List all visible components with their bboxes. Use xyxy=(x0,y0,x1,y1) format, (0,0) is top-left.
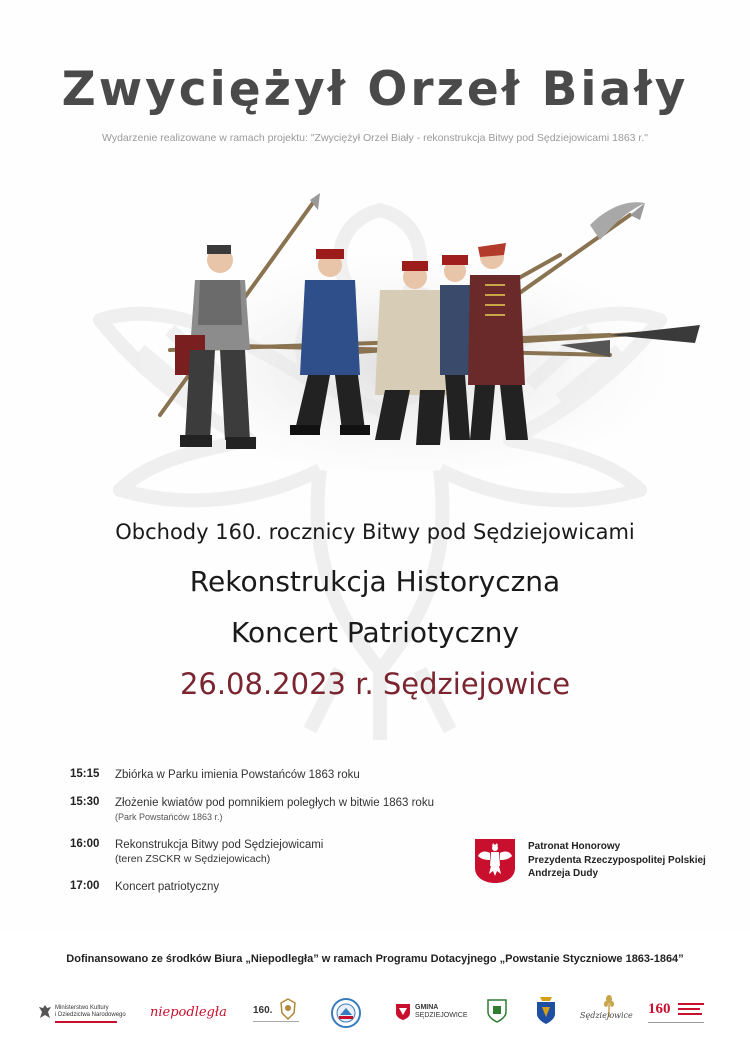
reconstruction-heading: Rekonstrukcja Historyczna xyxy=(189,565,561,598)
sedziejowice-script: Sędziejowice xyxy=(580,1011,633,1020)
school-seal-icon xyxy=(330,997,362,1029)
event-heading: Obchody 160. rocznicy Bitwy pod Sędziejowicami xyxy=(115,520,635,544)
sponsor-logos xyxy=(0,995,750,1035)
schedule-note: (Park Powstańców 1863 r.) xyxy=(115,812,223,822)
schedule-time: 16:00 xyxy=(70,838,100,850)
patronage-line2: Prezydenta Rzeczypospolitej Polskiej xyxy=(528,854,706,866)
patronage-line1: Patronat Honorowy xyxy=(528,841,621,852)
logo-crest-green xyxy=(487,995,509,1031)
rocznica2-number: 160 xyxy=(648,1001,671,1017)
reenactors-photo xyxy=(140,185,710,470)
rocznica2-line1 xyxy=(678,1003,704,1005)
rocznica2-caption-line xyxy=(648,1022,704,1023)
ministry-line1: Ministerstwo Kultury xyxy=(55,1005,109,1011)
rocznica2-line2 xyxy=(678,1008,700,1010)
rocznica-number: 160. xyxy=(253,1005,273,1016)
schedule-desc: Koncert patriotyczny xyxy=(115,881,220,893)
schedule-desc-block xyxy=(115,838,455,865)
polish-eagle-emblem xyxy=(474,838,516,884)
patronage-text xyxy=(528,840,728,881)
rocznica-caption-line xyxy=(253,1021,299,1028)
schedule-time: 17:00 xyxy=(70,880,100,892)
logo-160-powstanie xyxy=(648,995,708,1031)
schedule-desc-block xyxy=(115,796,455,823)
rocznica2-line3 xyxy=(678,1013,702,1015)
ministry-underline xyxy=(55,1021,117,1023)
patronage-line3: Andrzeja Dudy xyxy=(528,868,599,879)
green-crest-icon xyxy=(487,999,507,1023)
gmina-line2: SĘDZIEJOWICE xyxy=(415,1012,468,1019)
ministry-line2: i Dziedzictwa Narodowego xyxy=(55,1012,126,1018)
schedule-desc: Zbiórka w Parku imienia Powstańców 1863 roku xyxy=(115,769,360,781)
event-date: 26.08.2023 r. Sędziejowice xyxy=(179,667,571,701)
logo-niepodlegla xyxy=(150,995,225,1031)
logo-160-rocznica xyxy=(253,995,303,1031)
gmina-crest-icon xyxy=(395,1003,411,1021)
page-title: Zwyciężył Orzeł Biały xyxy=(61,62,689,117)
logo-sedziejowice xyxy=(580,995,633,1031)
funding-notice: Dofinansowano ze środków Biura „Niepodległa” w ramach Programu Dotacyjnego „Powstanie Styczniowe 1863-1864” xyxy=(66,953,684,965)
blue-crest-icon xyxy=(536,997,556,1025)
gmina-line1: GMINA xyxy=(415,1004,439,1011)
schedule-note: (teren ZSCKR w Sędziejowicach) xyxy=(115,853,271,865)
schedule-time: 15:30 xyxy=(70,796,100,808)
logo-crest-blue xyxy=(536,995,558,1031)
niepodlegla-text: niepodległa xyxy=(150,1005,227,1020)
ministry-eagle-icon xyxy=(38,1003,52,1021)
schedule-desc: Złożenie kwiatów pod pomnikiem poległych w bitwie 1863 roku xyxy=(115,797,434,809)
honorary-patronage xyxy=(474,836,724,886)
logo-school xyxy=(330,995,366,1031)
schedule-time: 15:15 xyxy=(70,768,100,780)
logo-gmina xyxy=(395,995,470,1031)
rocznica-crest-icon xyxy=(279,998,297,1020)
concert-heading: Koncert Patriotyczny xyxy=(231,616,519,649)
schedule-desc: Rekonstrukcja Bitwy pod Sędziejowicami xyxy=(115,839,324,851)
project-subtitle: Wydarzenie realizowane w ramach projektu: "Zwyciężył Orzeł Biały - rekonstrukcja Bitwy pod Sędziejowicami 1863 r." xyxy=(102,132,648,144)
logo-ministry xyxy=(38,995,126,1031)
